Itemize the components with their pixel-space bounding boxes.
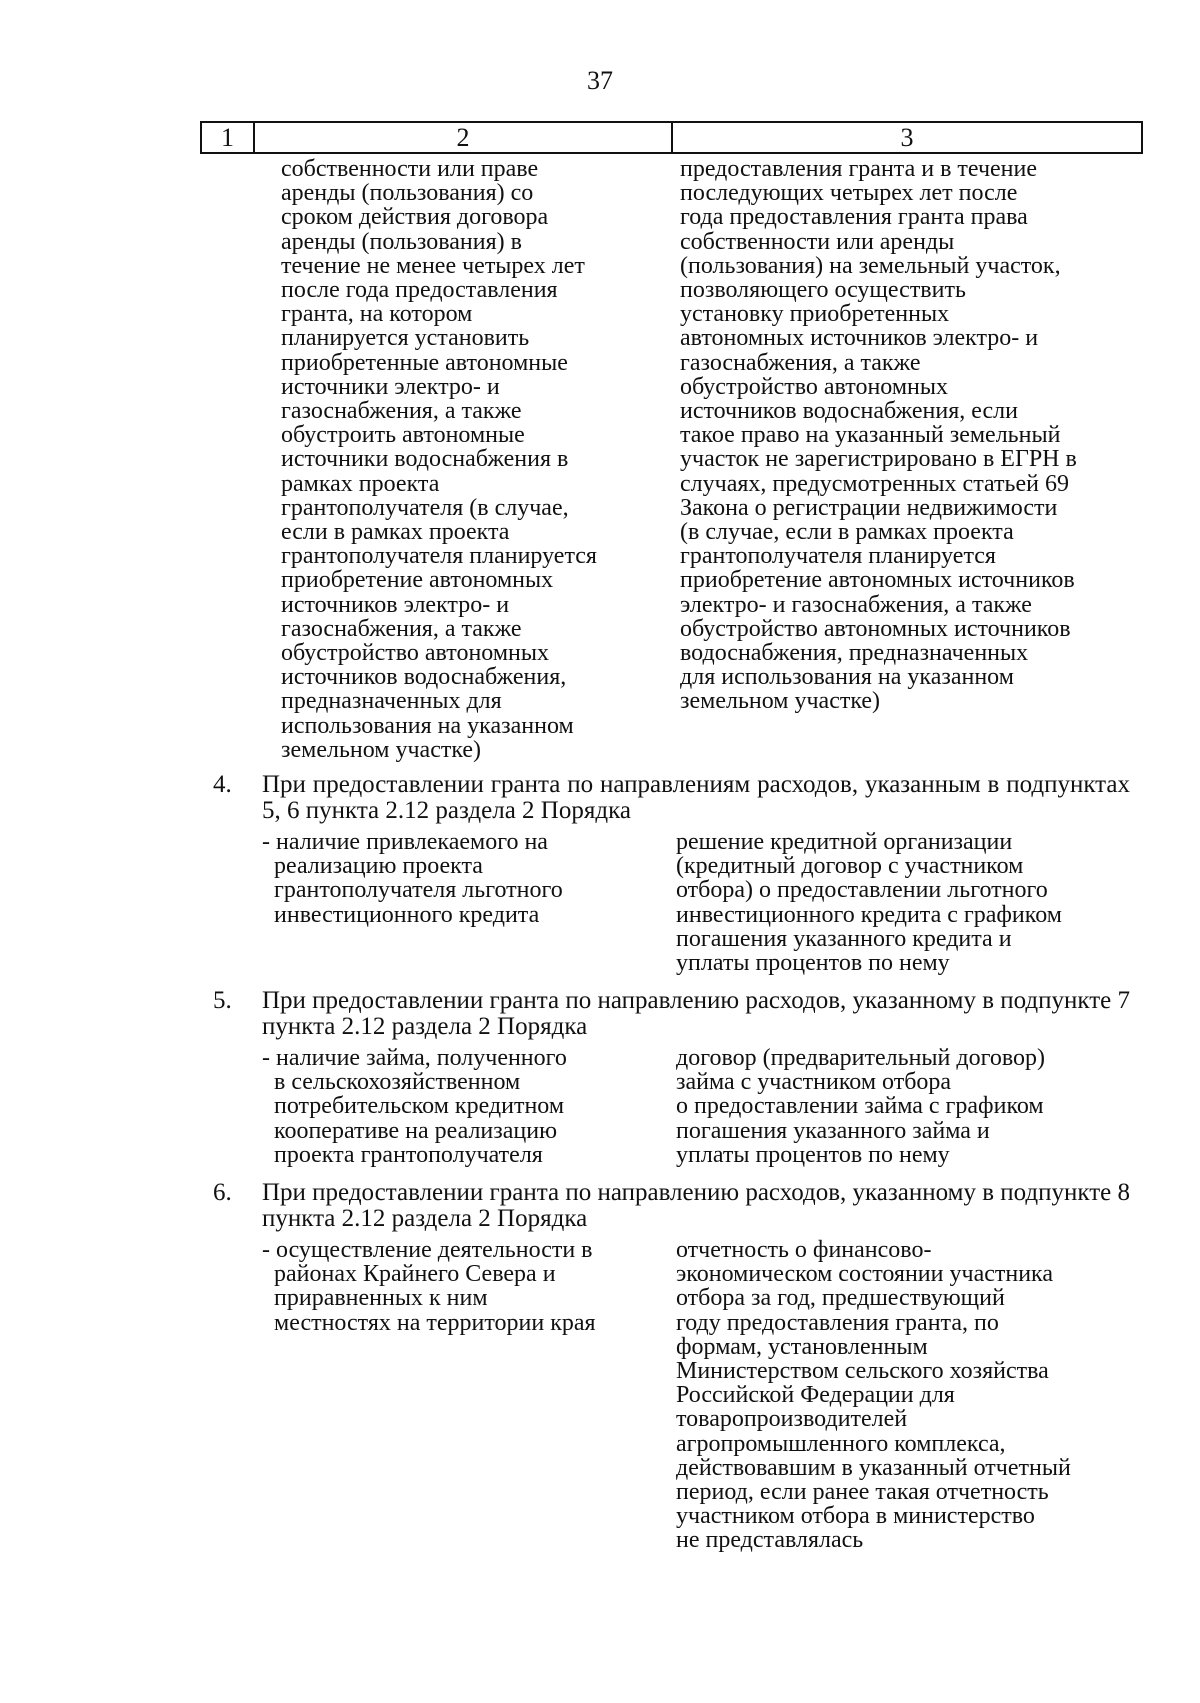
section-4-condition: - наличие привлекаемого на реализацию проекта грантополучателя льготного инвестиционного кредита [262, 829, 563, 928]
table-header-col-1: 1 [202, 123, 255, 152]
table-header-col-3: 3 [900, 122, 914, 152]
section-5-document: договор (предварительный договор) займа с участником отбора о предоставлении займа с графиком погашения указанного займа и уплаты процентов по нему [676, 1045, 1046, 1168]
table-header-row [200, 121, 1143, 154]
section-number: 6. [213, 1179, 232, 1206]
section-heading-text: При предоставлении гранта по направлениям расходов, указанным в подпунктах 5, 6 пункта 2.12 раздела 2 Порядка [262, 771, 1130, 824]
section-heading-text: При предоставлении гранта по направлению расходов, указанному в подпункте 8 пункта 2.12 раздела 2 Порядка [262, 1179, 1130, 1232]
section-5-condition: - наличие займа, полученного в сельскохозяйственном потребительском кредитном кооперативе на реализацию проекта грантополучателя [262, 1045, 567, 1168]
table-header-col-2: 2 [255, 123, 673, 152]
section-6-document: отчетность о финансово- экономическом состоянии участника отбора за год, предшествующий году предоставления гранта, по формам, установленным Министерством сельского хозяйства Российской Федерации для товаропроизводителей агропромышленного комплекса, действовавшим в указанный отчетный период, если ранее такая отчетность участником отбора в министерство не представлялась [676, 1237, 1071, 1554]
section-number: 5. [213, 987, 232, 1014]
section-4-document: решение кредитной организации (кредитный договор с участником отбора) о предоставлении льготного инвестиционного кредита с графиком погашения указанного кредита и уплаты процентов по нему [676, 829, 1062, 977]
section-heading-text: При предоставлении гранта по направлению расходов, указанному в подпункте 7 пункта 2.12 раздела 2 Порядка [262, 987, 1130, 1040]
section-number: 4. [213, 771, 232, 798]
page-number: 37 [587, 66, 613, 95]
continued-condition-text: собственности или праве аренды (пользования) со сроком действия договора аренды (пользования) в течение не менее четырех лет после года предоставления гранта, на котором планируется установить приобретенные автономные источники электро- и газоснабжения, а также обустроить автономные источники водоснабжения в рамках проекта грантополучателя (в случае, если в рамках проекта грантополучателя планируется приобретение автономных источников электро- и газоснабжения, а также обустройство автономных источников водоснабжения, предназначенных для использования на указанном земельном участке) [281, 156, 597, 763]
continued-document-text: предоставления гранта и в течение последующих четырех лет после года предоставления гранта права собственности или аренды (пользования) на земельный участок, позволяющего осуществить установку приобретенных автономных источников электро- и газоснабжения, а также обустройство автономных источников водоснабжения, если такое право на указанный земельный участок не зарегистрировано в ЕГРН в случаях, предусмотренных статьей 69 Закона о регистрации недвижимости (в случае, если в рамках проекта грантополучателя планируется приобретение автономных источников электро- и газоснабжения, а также обустройство автономных источников водоснабжения, предназначенных для использования на указанном земельном участке) [680, 156, 1077, 715]
section-6-condition: - осуществление деятельности в районах Крайнего Севера и приравненных к ним местностях на территории края [262, 1237, 596, 1336]
